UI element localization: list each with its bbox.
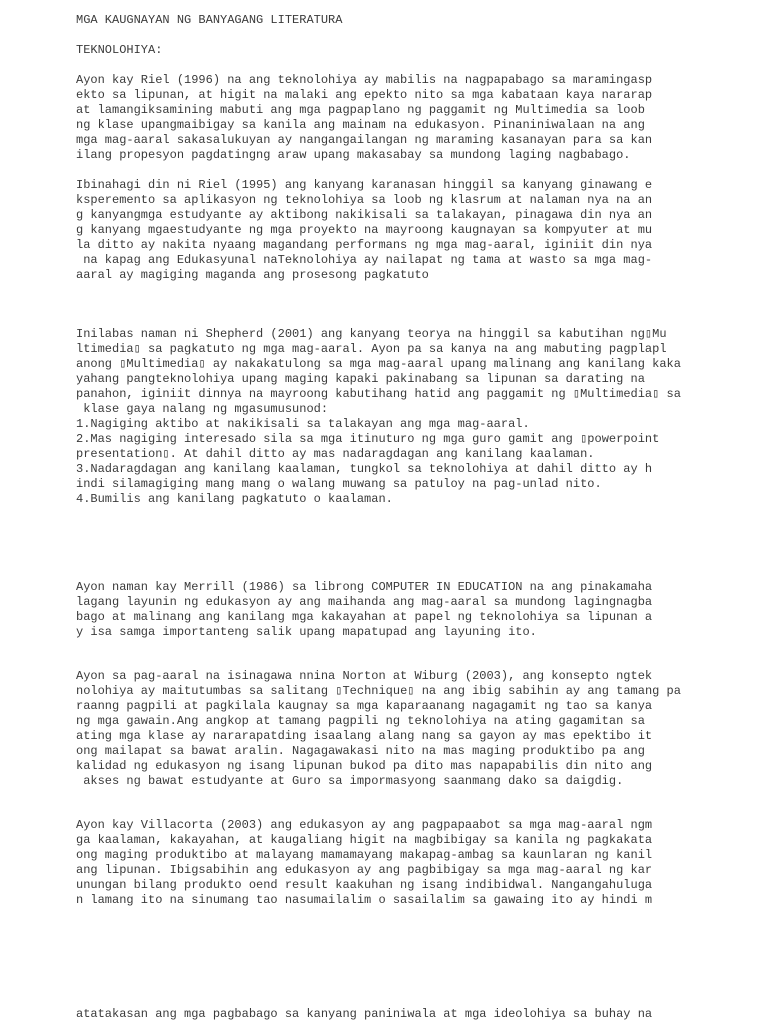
text-line: mga mag-aaral sakasalukuyan ay nangangailangan ng maraming kasanayan para sa kan [76,133,653,147]
text-line: klase gaya nalang ng mgasumusunod: [76,402,329,416]
text-line: ong mailapat sa bawat aralin. Nagagawakasi nito na mas maging produktibo pa ang [76,744,645,758]
text-line: g kanyangmga estudyante ay aktibong nakikisali sa talakayan, pinagawa din nya an [76,208,653,222]
text-line: ng klase upangmaibigay sa kanila ang mainam na edukasyon. Pinaniniwalaan na ang [76,118,645,132]
text-line: Ayon kay Riel (1996) na ang teknolohiya ay mabilis na nagpapabago sa maramingasp [76,73,653,87]
text-line: na kapag ang Edukasyunal naTeknolohiya ay nailapat ng tama at wasto sa mga mag- [76,253,653,267]
text-line: anong ▯Multimedia▯ ay nakakatulong sa mga mag-aaral upang malinang ang kanilang kaka [76,357,681,371]
text-line: yahang pangteknolohiya upang maging kapaki pakinabang sa lipunan sa darating na [76,372,645,386]
list-item: 1.Nagiging aktibo at nakikisali sa talakayan ang mga mag-aaral. [76,417,530,431]
text-line: ksperemento sa aplikasyon ng teknolohiya sa loob ng klasrum at nalaman nya na an [76,193,653,207]
list-item: 3.Nadaragdagan ang kanilang kaalaman, tungkol sa teknolohiya at dahil ditto ay h [76,462,653,476]
text-line: Ibinahagi din ni Riel (1995) ang kanyang karanasan hinggil sa kanyang ginawang e [76,178,653,192]
text-line: ltimedia▯ sa pagkatuto ng mga mag-aaral. Ayon pa sa kanya na ang mabuting pagplapl [76,342,667,356]
text-line: raanng pagpili at pagkilala kaugnay sa mga kaparaanang nagagamit ng tao sa kanya [76,699,653,713]
list-item: 4.Bumilis ang kanilang pagkatuto o kaalaman. [76,492,393,506]
text-line: ating mga klase ay nararapatding isaalang alang nang sa gayon ay mas epektibo it [76,729,653,743]
list-item: presentation▯. At dahil ditto ay mas nadaragdagan ang kanilang kaalaman. [76,447,595,461]
text-line: atatakasan ang mga pagbabago sa kanyang paniniwala at mga ideolohiya sa buhay na [76,1007,653,1021]
list-item: indi silamagiging mang mang o walang muwang sa patuloy na pag-unlad nito. [76,477,602,491]
text-line: y isa samga importanteng salik upang mapatupad ang layuning ito. [76,625,537,639]
text-line: g kanyang mgaestudyante ng mga proyekto na mayroong kaugnayan sa kompyuter at mu [76,223,653,237]
section-heading: TEKNOLOHIYA: [76,43,163,57]
text-line: panahon, iginiit dinnya na mayroong kabutihang hatid ang paggamit ng ▯Multimedia▯ sa [76,387,681,401]
text-line: Ayon naman kay Merrill (1986) sa librong COMPUTER IN EDUCATION na ang pinakamaha [76,580,653,594]
text-line: at lamangiksamining mabuti ang mga pagpaplano ng paggamit ng Multimedia sa loob [76,103,645,117]
text-line: la ditto ay nakita nyaang magandang performans ng mga mag-aaral, iginiit din nya [76,238,653,252]
list-item: 2.Mas nagiging interesado sila sa mga itinuturo ng mga guro gamit ang ▯powerpoint [76,432,660,446]
text-line: ga kaalaman, kakayahan, at kaugaliang higit na magbibigay sa kanila ng pagkakata [76,833,653,847]
text-line: nolohiya ay maitutumbas sa salitang ▯Technique▯ na ang ibig sabihin ay ang tamang pa [76,684,681,698]
text-line: kalidad ng edukasyon ng isang lipunan bukod pa dito mas napapabilis din nito ang [76,759,653,773]
text-line: ilang propesyon pagdatingng araw upang makasabay sa mundong laging nagbabago. [76,148,631,162]
text-line: unungan bilang produkto oend result kaakuhan ng isang indibidwal. Nangangahuluga [76,878,653,892]
text-line: bago at malinang ang kanilang mga kakayahan at papel ng teknolohiya sa lipunan a [76,610,653,624]
text-line: n lamang ito na sinumang tao nasumailalim o sasailalim sa gawaing ito ay hindi m [76,893,653,907]
document-title: MGA KAUGNAYAN NG BANYAGANG LITERATURA [76,13,343,27]
text-line: ong maging produktibo at malayang mamamayang makapag-ambag sa kaunlaran ng kanil [76,848,653,862]
text-line: akses ng bawat estudyante at Guro sa impormasyong saanmang dako sa daigdig. [76,774,624,788]
text-line: ng mga gawain.Ang angkop at tamang pagpili ng teknolohiya na ating gagamitan sa [76,714,645,728]
text-line: ang lipunan. Ibigsabihin ang edukasyon ay ang pagbibigay sa mga mag-aaral ng kar [76,863,653,877]
text-line: aaral ay magiging maganda ang prosesong pagkatuto [76,268,429,282]
text-line: lagang layunin ng edukasyon ay ang maihanda ang mag-aaral sa mundong lagingnagba [76,595,653,609]
text-line: Ayon sa pag-aaral na isinagawa nnina Norton at Wiburg (2003), ang konsepto ngtek [76,669,653,683]
text-line: Inilabas naman ni Shepherd (2001) ang kanyang teorya na hinggil sa kabutihan ng▯Mu [76,327,667,341]
text-line: Ayon kay Villacorta (2003) ang edukasyon ay ang pagpapaabot sa mga mag-aaral ngm [76,818,653,832]
text-line: ekto sa lipunan, at higit na malaki ang epekto nito sa mga kabataan kaya nararap [76,88,653,102]
